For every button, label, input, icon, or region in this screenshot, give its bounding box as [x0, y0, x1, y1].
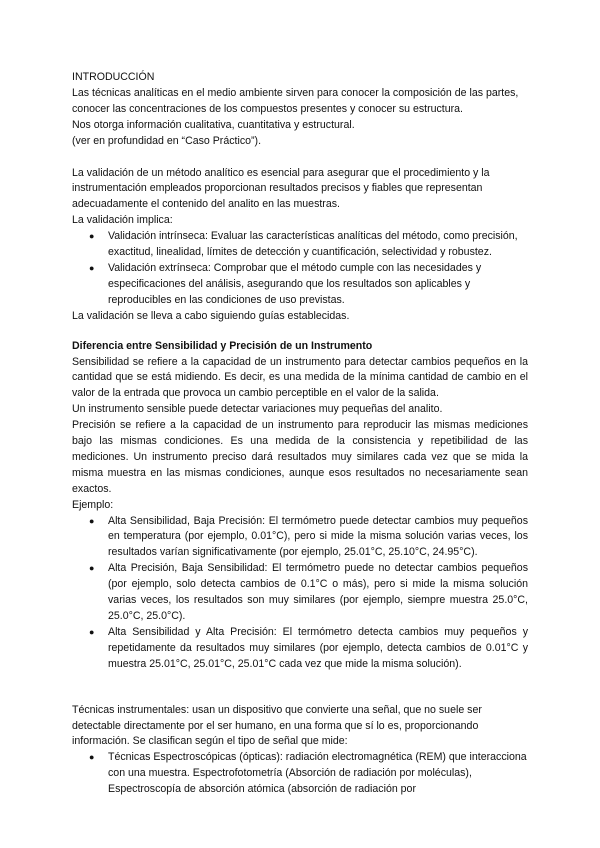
- sensitivity-note: Un instrumento sensible puede detectar variaciones muy pequeñas del analito.: [72, 403, 443, 416]
- list-item: [72, 750, 528, 798]
- list-item-text: Técnicas Espectroscópicas (ópticas): radiación electromagnética (REM) que interacciona con una muestra. Espectrofotometría (Absorción de radiación por moléculas), Espectroscopía de absorción atómica (absorción de radiación por: [108, 751, 527, 796]
- list-item: [72, 514, 528, 562]
- example-list: [72, 514, 528, 673]
- example-label: Ejemplo:: [72, 498, 114, 511]
- section-heading: Diferencia entre Sensibilidad y Precisión de un Instrumento: [72, 339, 373, 352]
- bullet-icon: ●: [89, 515, 95, 526]
- intro-reference-line: (ver en profundidad en “Caso Práctico”).: [72, 134, 262, 147]
- list-item-text: Alta Sensibilidad, Baja Precisión: El termómetro puede detectar cambios muy pequeños en temperatura (por ejemplo, 0.01°C), pero si mide la misma solución varias veces, los resultados varían significativamente (por ejemplo, 25.01°C, 25.10°C, 24.95°C).: [108, 514, 528, 559]
- list-item-text: Validación intrínseca: Evaluar las características analíticas del método, como precisión, exactitud, linealidad, límites de detección y cuantificación, selectividad y robustez.: [108, 230, 518, 259]
- bullet-icon: ●: [89, 752, 95, 763]
- bullet-icon: ●: [89, 262, 95, 273]
- list-item: [72, 561, 528, 625]
- bullet-icon: ●: [89, 626, 95, 637]
- list-item-text: Alta Sensibilidad y Alta Precisión: El termómetro detecta cambios muy pequeños y repetidamente da resultados muy similares (por ejemplo, detecta cambios de 0.01°C y muestra 25.01°C, 25.01°C, 25.01°C cada vez que mide la misma solución).: [108, 625, 528, 670]
- validation-implies-label: La validación implica:: [72, 214, 173, 227]
- intro-info-line: Nos otorga información cualitativa, cuantitativa y estructural.: [72, 118, 355, 131]
- list-item-text: Validación extrínseca: Comprobar que el método cumple con las necesidades y especificaciones del análisis, asegurando que los resultados son aplicables y reproducibles en las condiciones de uso previstas.: [108, 261, 482, 306]
- validation-guides-line: La validación se lleva a cabo siguiendo guías establecidas.: [72, 309, 350, 322]
- list-item: [72, 261, 528, 309]
- instrumental-list: [72, 750, 528, 798]
- instrumental-paragraph: Técnicas instrumentales: usan un dispositivo que convierte una señal, que no suele ser detectable directamente por el ser humano, en una forma que sí lo es, proporcionando información. Se clasifican según el tipo de señal que mide:: [72, 703, 482, 748]
- bullet-icon: ●: [89, 231, 95, 242]
- sensitivity-paragraph: Sensibilidad se refiere a la capacidad de un instrumento para detectar cambios pequeños en la cantidad que se está midiendo. Es decir, es una medida de la mínima cantidad de cambio en el valor de la entrada que provoca un cambio perceptible en el valor de la salida.: [72, 355, 528, 400]
- validation-list: [72, 229, 528, 309]
- intro-title: INTRODUCCIÓN: [72, 71, 155, 83]
- intro-paragraph: Las técnicas analíticas en el medio ambiente sirven para conocer la composición de las partes, conocer las concentraciones de los compuestos presentes y conocer su estructura.: [72, 86, 519, 115]
- validation-paragraph: La validación de un método analítico es esencial para asegurar que el procedimiento y la instrumentación empleados proporcionan resultados precisos y fiables que representan adecuadamente el contenido del analito en las muestras.: [72, 166, 490, 211]
- list-item: [72, 229, 528, 261]
- bullet-icon: ●: [89, 563, 95, 574]
- precision-paragraph: Precisión se refiere a la capacidad de un instrumento para reproducir las mismas mediciones bajo las mismas condiciones. Es una medida de la consistencia y repetibilidad de las mediciones. Un instrumento preciso dará resultados muy similares cada vez que se mida la misma muestra en las mismas condiciones, aunque esos resultados no necesariamente sean exactos.: [72, 419, 528, 495]
- document-page: [72, 70, 528, 798]
- list-item: [72, 625, 528, 673]
- list-item-text: Alta Precisión, Baja Sensibilidad: El termómetro puede no detectar cambios pequeños (por ejemplo, solo detecta cambios de 0.1°C o más), pero si mide la misma solución varias veces, los resultados son muy similares (por ejemplo, siempre muestra 25.0°C, 25.0°C, 25.0°C).: [108, 562, 528, 622]
